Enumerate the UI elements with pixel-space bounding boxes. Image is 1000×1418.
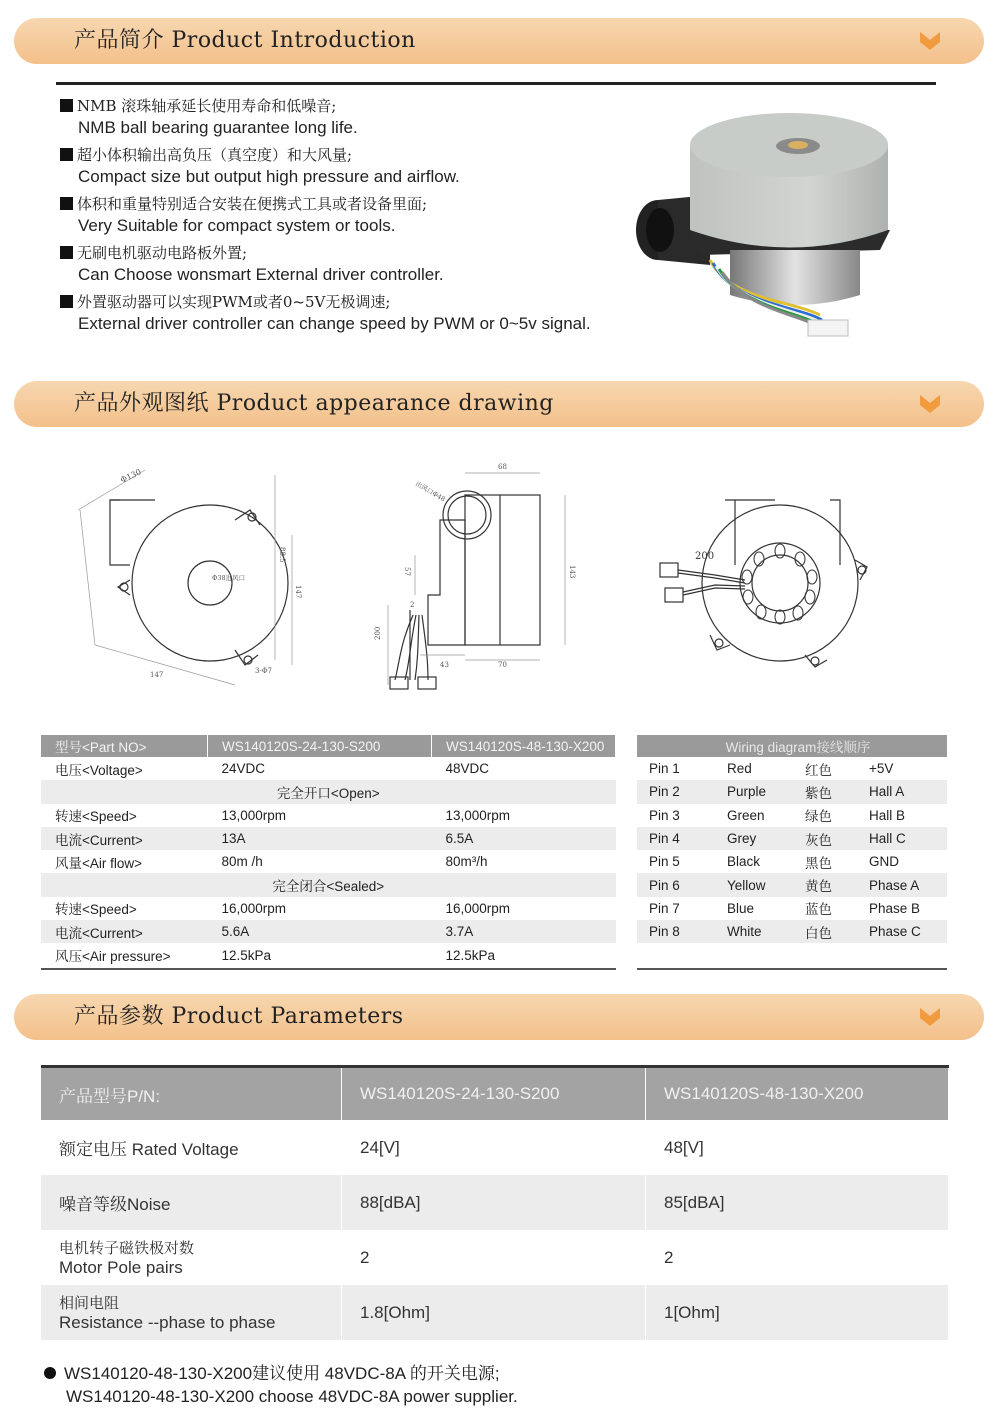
- table-cell: 电压<Voltage>: [55, 762, 143, 778]
- square-bullet-icon: [60, 99, 73, 112]
- table-cell: 额定电压 Rated Voltage: [41, 1120, 342, 1175]
- divider: [637, 968, 947, 970]
- table-subheader: 完全开口<Open>: [41, 780, 616, 803]
- section-banner-appearance: [14, 381, 984, 427]
- feature-zh: 无刷电机驱动电路板外置;: [77, 244, 248, 262]
- side-view-drawing: [370, 455, 590, 700]
- feature-item: [60, 145, 660, 188]
- table-cell: 48VDC: [445, 761, 490, 777]
- table-row: [41, 1120, 949, 1175]
- feature-item: [60, 96, 660, 139]
- feature-en: NMB ball bearing guarantee long life.: [78, 118, 358, 137]
- feature-item: [60, 194, 660, 237]
- table-cell: WS140120S-24-130-S200: [208, 735, 432, 757]
- dim-label: 147: [150, 671, 164, 679]
- dim-label: 3-Φ7: [255, 667, 273, 675]
- chevron-down-icon: [918, 29, 942, 53]
- table-cell: [41, 1230, 342, 1285]
- table-cell: 3.7A: [432, 920, 616, 943]
- table-cell: Pin 1: [649, 761, 680, 777]
- section-banner-intro: [14, 18, 984, 64]
- table-row: [41, 827, 616, 850]
- section-banner-params: [14, 994, 984, 1040]
- table-row: [637, 757, 947, 780]
- divider: [56, 82, 936, 85]
- table-cell: Pin 3: [649, 807, 680, 823]
- table-cell: Yellow: [715, 873, 793, 896]
- table-row: [41, 804, 616, 827]
- table-row: [637, 897, 947, 920]
- table-row: [637, 850, 947, 873]
- feature-en: External driver controller can change speed by PWM or 0~5v signal.: [78, 314, 591, 333]
- table-cell: +5V: [869, 761, 894, 777]
- table-cell: 16,000rpm: [221, 900, 287, 916]
- dim-label: 出风口Φ48: [414, 479, 447, 504]
- table-cell: Black: [727, 854, 761, 870]
- table-cell: 绿色: [805, 809, 832, 825]
- param-en: Motor Pole pairs: [59, 1258, 183, 1277]
- table-cell: 灰色: [793, 827, 857, 850]
- table-cell: 电流<Current>: [41, 920, 208, 943]
- feature-zh: 体积和重量特别适合安装在便携式工具或者设备里面;: [77, 195, 428, 213]
- table-cell: 转速<Speed>: [55, 902, 137, 918]
- table-cell: 16,000rpm: [445, 900, 511, 916]
- table-cell: Blue: [727, 900, 755, 916]
- table-row: [41, 1230, 949, 1285]
- table-row: [41, 897, 616, 920]
- table-cell: 24VDC: [221, 761, 266, 777]
- feature-zh: 外置驱动器可以实现PWM或者0~5V无极调速;: [77, 293, 391, 311]
- table-cell: 13A: [208, 827, 432, 850]
- table-header: [41, 735, 616, 757]
- table-row: [41, 1175, 949, 1230]
- table-cell: Phase C: [857, 920, 947, 943]
- table-cell: 黑色: [805, 855, 832, 871]
- table-cell: 紫色: [793, 780, 857, 803]
- dim-label: 88.5: [278, 547, 286, 563]
- feature-zh: 超小体积输出高负压（真空度）和大风量;: [77, 146, 353, 164]
- table-cell: 1.8[Ohm]: [342, 1285, 646, 1340]
- table-cell: 白色: [793, 920, 857, 943]
- table-cell: 1[Ohm]: [646, 1285, 949, 1340]
- table-cell: Phase A: [857, 873, 947, 896]
- table-cell: 蓝色: [805, 902, 832, 918]
- spec-table: [41, 735, 616, 967]
- table-cell: 型号<Part NO>: [41, 735, 208, 757]
- note-zh: WS140120-48-130-X200建议使用 48VDC-8A 的开关电源;: [64, 1364, 500, 1383]
- table-cell: 12.5kPa: [445, 947, 496, 963]
- table-cell: 黄色: [793, 873, 857, 896]
- dim-label: 70: [498, 661, 507, 669]
- feature-en: Very Suitable for compact system or tools.: [78, 216, 396, 235]
- square-bullet-icon: [60, 197, 73, 210]
- section-title-params: 产品参数 Product Parameters: [74, 1004, 404, 1029]
- table-cell: 红色: [805, 762, 832, 778]
- table-cell: 48[V]: [646, 1120, 949, 1175]
- table-row: [637, 780, 947, 803]
- params-table: [41, 1068, 949, 1340]
- dim-label: Φ130: [119, 467, 143, 485]
- table-cell: 13,000rpm: [221, 807, 287, 823]
- table-row: [41, 920, 616, 943]
- param-zh: 相间电阻: [59, 1295, 120, 1312]
- table-cell: 风量<Air flow>: [55, 855, 143, 871]
- bottom-view-drawing: [655, 455, 880, 700]
- feature-item: [60, 292, 660, 335]
- dim-label: Φ38进风口: [212, 574, 246, 582]
- table-row: [41, 1285, 949, 1340]
- table-row: [41, 780, 616, 803]
- table-cell: Hall B: [869, 807, 906, 823]
- dim-label: 200: [695, 551, 715, 562]
- feature-en: Compact size but output high pressure and airflow.: [78, 167, 460, 186]
- table-cell: Red: [727, 761, 752, 777]
- dim-label: 57: [403, 567, 411, 576]
- table-cell: Pin 8: [637, 920, 715, 943]
- table-cell: 85[dBA]: [646, 1175, 949, 1230]
- table-cell: 80m³/h: [445, 854, 488, 870]
- table-cell: Pin 5: [649, 854, 680, 870]
- dim-label: 43: [440, 661, 449, 669]
- square-bullet-icon: [60, 148, 73, 161]
- table-row: [41, 850, 616, 873]
- table-cell: 6.5A: [432, 827, 616, 850]
- table-header: [41, 1068, 949, 1120]
- table-cell: 2: [342, 1230, 646, 1285]
- table-cell: Pin 2: [637, 780, 715, 803]
- dim-label: 68: [498, 463, 507, 471]
- table-cell: 噪音等级Noise: [41, 1175, 342, 1230]
- param-zh: 电机转子磁铁极对数: [59, 1240, 195, 1257]
- table-cell: WS140120S-48-130-X200: [432, 735, 616, 757]
- front-view-drawing: [60, 455, 305, 700]
- table-cell: [41, 1285, 342, 1340]
- table-cell: WS140120S-24-130-S200: [342, 1068, 646, 1120]
- dim-label: 143: [568, 565, 576, 579]
- section-title-intro: 产品简介 Product Introduction: [74, 28, 416, 53]
- table-cell: Green: [727, 807, 765, 823]
- square-bullet-icon: [60, 246, 73, 259]
- table-header: [637, 735, 947, 757]
- table-row: [637, 920, 947, 943]
- table-cell: 2: [646, 1230, 949, 1285]
- table-cell: Pin 4: [637, 827, 715, 850]
- table-cell: 13,000rpm: [445, 807, 511, 823]
- feature-zh: NMB 滚珠轴承延长使用寿命和低噪音;: [77, 97, 337, 115]
- table-cell: White: [715, 920, 793, 943]
- table-cell: Wiring diagram接线顺序: [637, 735, 947, 757]
- product-photo: [630, 100, 910, 350]
- square-bullet-icon: [60, 295, 73, 308]
- table-cell: Pin 6: [637, 873, 715, 896]
- note-en: WS140120-48-130-X200 choose 48VDC-8A power supplier.: [66, 1387, 518, 1406]
- table-cell: Grey: [715, 827, 793, 850]
- param-en: Resistance --phase to phase: [59, 1313, 276, 1332]
- table-row: [41, 873, 616, 896]
- divider: [41, 968, 616, 970]
- table-cell: GND: [869, 854, 899, 870]
- table-cell: Pin 7: [649, 900, 680, 916]
- table-cell: Hall A: [857, 780, 947, 803]
- dim-label: 2: [410, 601, 415, 609]
- table-cell: 88[dBA]: [342, 1175, 646, 1230]
- chevron-down-icon: [918, 1005, 942, 1029]
- dim-label: 200: [374, 626, 382, 640]
- power-supply-note: [44, 1362, 518, 1408]
- table-row: [41, 943, 616, 966]
- feature-en: Can Choose wonsmart External driver controller.: [78, 265, 444, 284]
- table-cell: Purple: [715, 780, 793, 803]
- feature-item: [60, 243, 660, 286]
- table-cell: 风压<Air pressure>: [55, 949, 171, 965]
- dim-label: 147: [294, 585, 302, 599]
- table-cell: 12.5kPa: [221, 947, 272, 963]
- chevron-down-icon: [918, 392, 942, 416]
- table-cell: Hall C: [857, 827, 947, 850]
- table-cell: 5.6A: [208, 920, 432, 943]
- table-row: [637, 873, 947, 896]
- table-cell: WS140120S-48-130-X200: [646, 1068, 949, 1120]
- bullet-dot-icon: [44, 1367, 56, 1379]
- section-title-appearance: 产品外观图纸 Product appearance drawing: [74, 391, 554, 416]
- table-row: [637, 804, 947, 827]
- table-row: [637, 827, 947, 850]
- table-cell: 24[V]: [342, 1120, 646, 1175]
- table-cell: 产品型号P/N:: [41, 1068, 342, 1120]
- table-row: [41, 757, 616, 780]
- table-cell: 80m /h: [221, 854, 263, 870]
- feature-list: [60, 96, 660, 341]
- wiring-table: [637, 735, 947, 943]
- table-cell: 转速<Speed>: [55, 809, 137, 825]
- table-subheader: 完全闭合<Sealed>: [41, 873, 616, 896]
- table-cell: Phase B: [869, 900, 921, 916]
- table-cell: 电流<Current>: [41, 827, 208, 850]
